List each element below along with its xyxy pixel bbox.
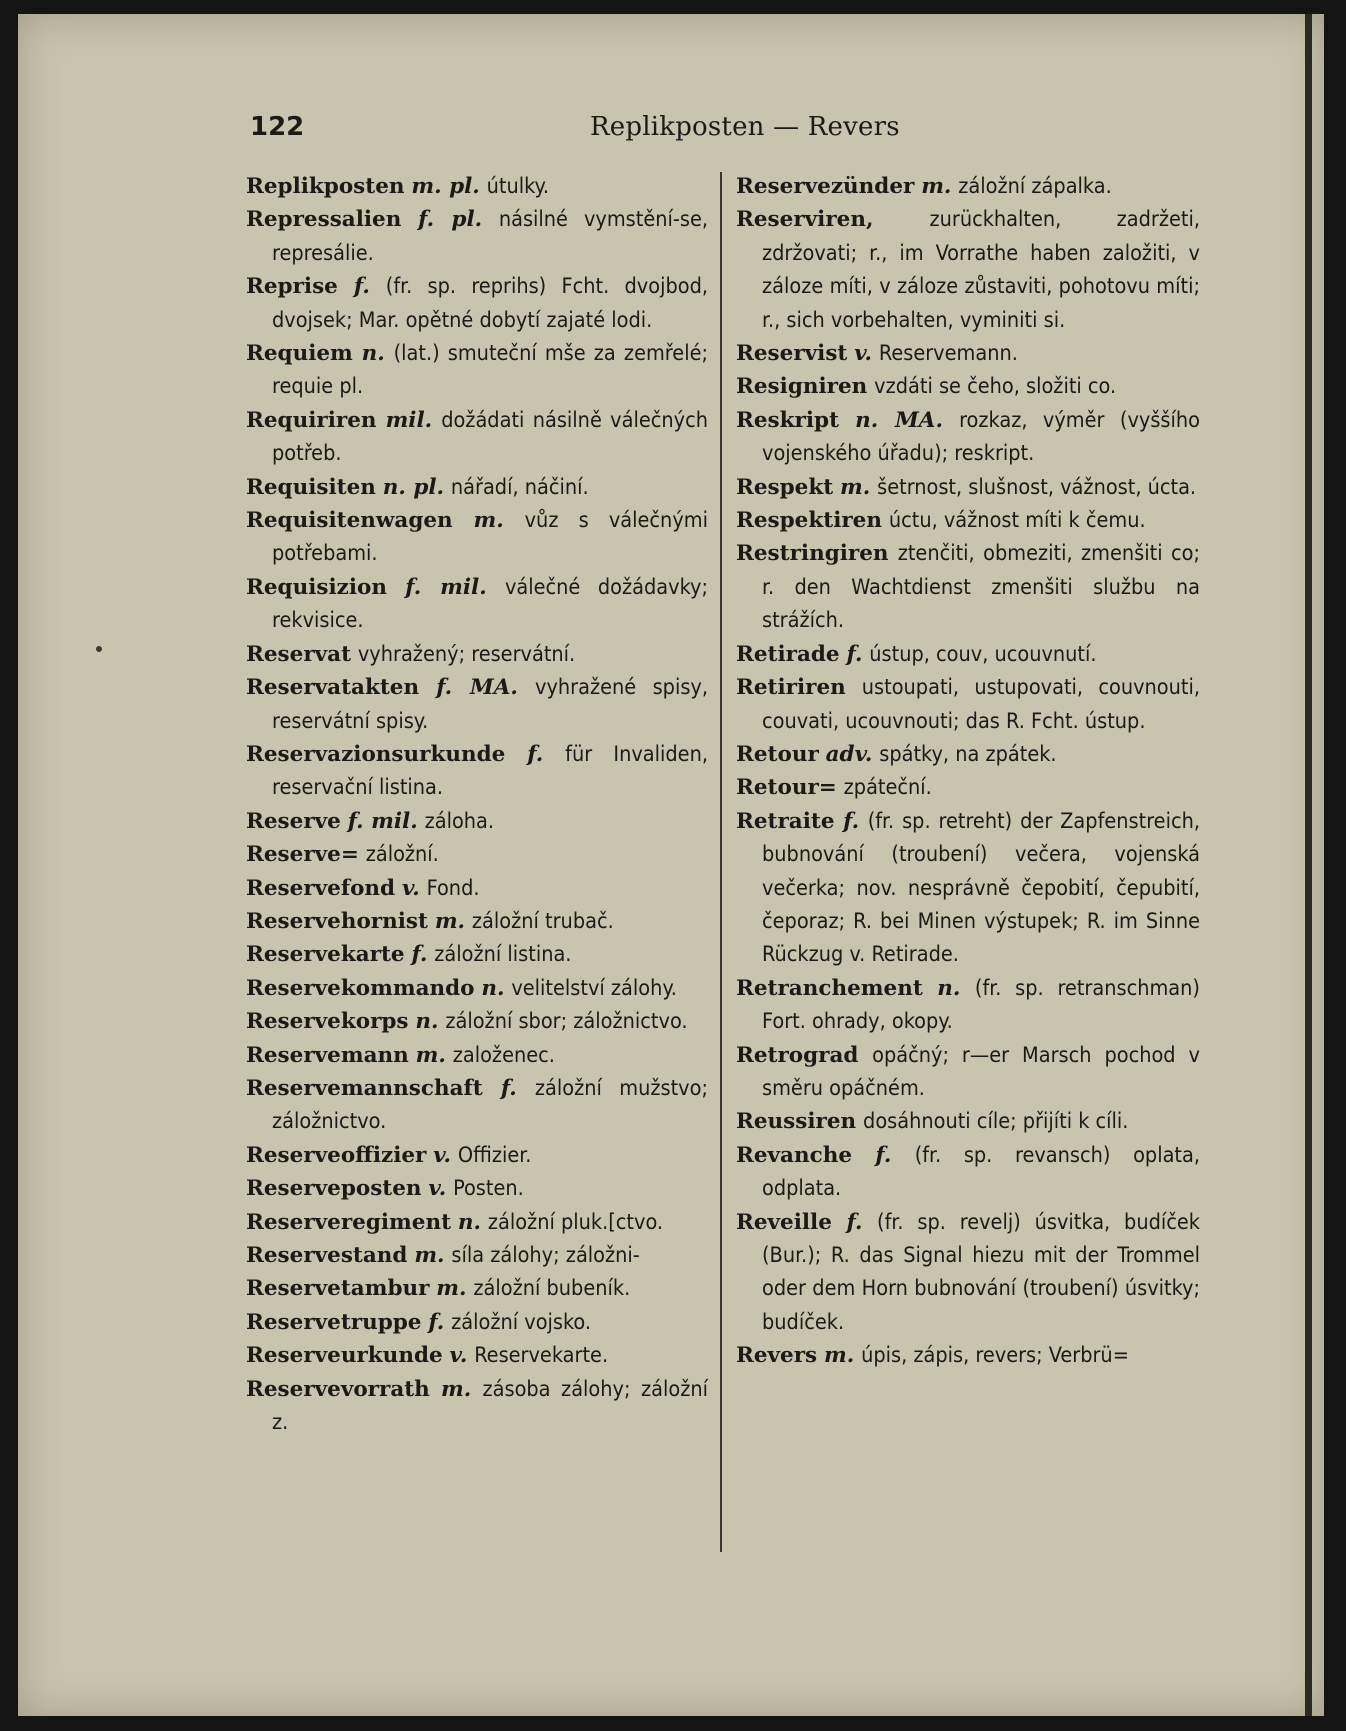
entry-headword: Retiriren [736, 675, 846, 701]
left-column [246, 170, 708, 1439]
entry-definition: záložní bubeník. [473, 1276, 631, 1302]
entry-definition: (fr. sp. revelj) úsvitka, budíček (Bur.); R. das Signal hiezu mit der Trommel oder dem Horn bubnování (troubení) úsvitky; budíček. [762, 1209, 1201, 1335]
entry-definition: dožádati násilně válečných potřeb. [272, 407, 708, 467]
dictionary-entry [246, 404, 708, 471]
entry-grammar: mil. [385, 407, 433, 433]
entry-headword: Respekt [736, 474, 834, 500]
entry-headword: Restringiren [736, 541, 889, 567]
entry-grammar: m. [434, 908, 466, 934]
entry-grammar: m. [840, 474, 871, 500]
entry-definition: rozkaz, výměr (vyššího vojenského úřadu); reskript. [762, 407, 1200, 467]
entry-definition: záložní sbor; záložnictvo. [445, 1009, 688, 1035]
dictionary-entry [246, 571, 708, 638]
dictionary-entry [246, 1005, 708, 1038]
entry-grammar: f. [875, 1142, 892, 1168]
entry-headword: Reservezünder [736, 174, 915, 199]
entry-definition: záložní pluk.[ctvo. [487, 1209, 664, 1235]
dictionary-entry [736, 1206, 1200, 1340]
entry-headword: Reservehornist [246, 908, 428, 934]
entry-definition: spátky, na zpátek. [879, 741, 1057, 767]
dictionary-entry [246, 1206, 708, 1239]
entry-headword: Reservefond [246, 875, 396, 901]
right-column [736, 170, 1200, 1373]
entry-definition: Reservekarte. [474, 1343, 609, 1369]
entry-definition: záložní trubač. [471, 908, 614, 934]
entry-definition: (fr. sp. retranschman) Fort. ohrady, okopy. [762, 975, 1200, 1035]
dictionary-entry [246, 471, 708, 504]
dictionary-entry [736, 738, 1200, 771]
entry-definition: ustoupati, ustupovati, couvnouti, couvati, ucouvnouti; das R. Fcht. ústup. [762, 675, 1200, 734]
entry-grammar: m. [921, 174, 952, 199]
dictionary-entry [736, 638, 1200, 671]
entry-headword: Resigniren [736, 374, 868, 400]
entry-grammar: n. pl. [382, 474, 445, 500]
entry-grammar: f. mil. [347, 808, 418, 834]
entry-headword: Reservestand [246, 1243, 408, 1268]
entry-definition: záložní. [365, 842, 439, 868]
entry-grammar: v. [449, 1343, 468, 1369]
dictionary-entry [246, 972, 708, 1005]
entry-definition: úpis, zápis, revers; Verbrü= [861, 1343, 1129, 1369]
entry-grammar: m. [415, 1042, 446, 1068]
entry-definition: ústup, couv, ucouvnutí. [869, 641, 1097, 667]
entry-definition: dosáhnouti cíle; přijíti k cíli. [863, 1109, 1129, 1135]
dictionary-entry [246, 1239, 708, 1272]
dictionary-entry [246, 838, 708, 871]
dictionary-entry [736, 537, 1200, 637]
entry-definition: zpáteční. [843, 775, 932, 801]
entry-definition: úctu, vážnost míti k čemu. [888, 508, 1146, 534]
entry-grammar: m. [441, 1376, 472, 1402]
dictionary-entry [246, 938, 708, 971]
dictionary-entry [246, 805, 708, 838]
entry-grammar: f. mil. [405, 574, 487, 600]
dictionary-entry [246, 638, 708, 671]
dictionary-entry [246, 1272, 708, 1305]
entry-definition: útulky. [486, 174, 550, 199]
entry-headword: Replikposten [246, 174, 405, 199]
entry-headword: Reserveposten [246, 1176, 422, 1202]
entry-definition: für Invaliden, reservační listina. [272, 741, 708, 801]
dictionary-entry [246, 1072, 708, 1139]
entry-grammar: m. [414, 1243, 445, 1268]
entry-headword: Retour [736, 741, 819, 767]
entry-headword: Revers [736, 1343, 818, 1369]
entry-headword: Reskript [736, 407, 840, 433]
entry-definition: zásoba zálohy; záložní z. [272, 1376, 708, 1436]
dictionary-entry [246, 872, 708, 905]
dictionary-entry [246, 203, 708, 270]
entry-headword: Requiriren [246, 407, 377, 433]
dictionary-entry [736, 771, 1200, 804]
entry-headword: Retour= [736, 775, 837, 801]
entry-definition: nářadí, náčiní. [450, 474, 589, 500]
dictionary-entry [246, 738, 708, 805]
entry-headword: Respektiren [736, 508, 882, 534]
entry-headword: Reserviren, [736, 207, 874, 233]
entry-grammar: f. [428, 1309, 445, 1335]
entry-headword: Reservazionsurkunde [246, 741, 506, 767]
entry-definition: záložní vojsko. [451, 1309, 592, 1335]
entry-definition: šetrnost, slušnost, vážnost, úcta. [877, 474, 1197, 500]
page-gutter-edge [1305, 14, 1312, 1716]
ink-speck [96, 646, 102, 652]
dictionary-entry [736, 972, 1200, 1039]
entry-headword: Reservemannschaft [246, 1075, 483, 1101]
dictionary-entry [246, 1373, 708, 1440]
entry-grammar: m. [436, 1276, 467, 1302]
entry-headword: Requisiten [246, 474, 376, 500]
entry-headword: Reserveregiment [246, 1209, 452, 1235]
dictionary-entry [736, 1105, 1200, 1138]
entry-definition: (fr. sp. reprihs) Fcht. dvojbod, dvojsek; Mar. opětné dobytí zajaté lodi. [272, 274, 708, 333]
entry-headword: Repressalien [246, 207, 402, 233]
dictionary-entry [736, 805, 1200, 972]
entry-headword: Reservat [246, 641, 352, 667]
entry-headword: Reservist [736, 341, 848, 367]
entry-definition: záloha. [424, 808, 495, 834]
entry-headword: Reserve [246, 808, 341, 834]
dictionary-entry [246, 337, 708, 404]
dictionary-entry [246, 504, 708, 571]
entry-headword: Retranchement [736, 975, 923, 1001]
entry-grammar: f. [353, 274, 370, 300]
entry-grammar: f. [846, 1209, 863, 1235]
entry-definition: Offizier. [457, 1142, 532, 1168]
entry-headword: Reussiren [736, 1109, 857, 1135]
entry-definition: válečné dožádavky; rekvisice. [272, 574, 708, 634]
dictionary-entry [736, 404, 1200, 471]
entry-headword: Reprise [246, 274, 338, 300]
entry-definition: vyhražené spisy, reservátní spisy. [272, 675, 708, 734]
entry-grammar: f. [846, 641, 863, 667]
dictionary-entry [736, 1339, 1200, 1372]
entry-definition: síla zálohy; záložni- [451, 1243, 640, 1268]
entry-headword: Reservatakten [246, 675, 420, 701]
entry-grammar: v. [401, 875, 420, 901]
entry-grammar: adv. [825, 741, 873, 767]
dictionary-entry [736, 471, 1200, 504]
column-divider [720, 172, 722, 1552]
entry-definition: Posten. [453, 1176, 524, 1202]
running-head: Replikposten — Revers [590, 112, 900, 142]
dictionary-entry [736, 671, 1200, 738]
entry-grammar: f. MA. [436, 675, 518, 701]
entry-definition: ztenčiti, obmeziti, zmenšiti co; r. den Wachtdienst zmenšiti službu na strážích. [762, 541, 1200, 634]
entry-definition: vzdáti se čeho, složiti co. [874, 374, 1117, 400]
dictionary-entry [736, 504, 1200, 537]
entry-definition: založenec. [452, 1042, 555, 1068]
entry-grammar: f. [500, 1075, 517, 1101]
dictionary-entry [246, 905, 708, 938]
dictionary-entry [246, 1139, 708, 1172]
entry-headword: Retirade [736, 641, 840, 667]
entry-definition: (fr. sp. retreht) der Zapfenstreich, bubnování (troubení) večera, vojenská večerka; nov. nesprávně čepobití, čepubití, čeporaz; R. bei Minen výstupek; R. im Sinne Rückzug v. Retirade. [762, 808, 1200, 968]
entry-grammar: m. [473, 508, 504, 534]
entry-headword: Reservetruppe [246, 1309, 422, 1335]
entry-grammar: f. [411, 942, 428, 968]
entry-headword: Reservekommando [246, 975, 475, 1001]
entry-headword: Reveille [736, 1209, 832, 1235]
dictionary-entry [736, 203, 1200, 337]
entry-definition: vyhražený; reservátní. [357, 641, 576, 667]
entry-headword: Reserveoffizier [246, 1142, 427, 1168]
dictionary-entry [246, 1172, 708, 1205]
entry-definition: (fr. sp. revansch) oplata, odplata. [762, 1142, 1201, 1202]
entry-grammar: f. [527, 741, 544, 767]
entry-definition: záložní listina. [434, 942, 572, 968]
entry-definition: násilné vymstění-se, represálie. [272, 207, 708, 266]
entry-grammar: n. MA. [855, 407, 943, 433]
entry-grammar: n. [481, 975, 505, 1001]
dictionary-entry [246, 270, 708, 337]
entry-grammar: f. pl. [418, 207, 483, 233]
entry-grammar: f. [843, 808, 860, 834]
entry-headword: Requisizion [246, 574, 387, 600]
dictionary-entry [736, 1139, 1200, 1206]
entry-headword: Revanche [736, 1142, 853, 1168]
entry-headword: Reservetambur [246, 1276, 430, 1302]
entry-grammar: v. [428, 1176, 447, 1202]
entry-headword: Reservekarte [246, 942, 405, 968]
entry-headword: Reservekorps [246, 1009, 409, 1035]
dictionary-entry [736, 337, 1200, 370]
entry-definition: opáčný; r—er Marsch pochod v směru opáčném. [762, 1042, 1200, 1101]
entry-headword: Requisitenwagen [246, 508, 453, 534]
entry-grammar: v. [433, 1142, 452, 1168]
entry-definition: zurückhalten, zadržeti, zdržovati; r., im Vorrathe haben založiti, v záloze míti, v záloze zůstaviti, pohotovu míti; r., sich vorbehalten, vyminiti si. [762, 207, 1200, 333]
dictionary-entry [246, 1039, 708, 1072]
entry-grammar: m. pl. [411, 174, 480, 199]
entry-headword: Requiem [246, 341, 353, 367]
entry-headword: Reserve= [246, 842, 359, 868]
entry-definition: záložní mužstvo; záložnictvo. [272, 1075, 708, 1135]
dictionary-entry [736, 370, 1200, 403]
entry-grammar: n. [457, 1209, 481, 1235]
entry-headword: Retraite [736, 808, 835, 834]
entry-headword: Retrograd [736, 1042, 859, 1068]
entry-grammar: n. [937, 975, 961, 1001]
entry-definition: Reservemann. [878, 341, 1018, 367]
dictionary-entry [736, 1039, 1200, 1106]
entry-definition: vůz s válečnými potřebami. [272, 508, 708, 567]
entry-headword: Reservemann [246, 1042, 409, 1068]
entry-headword: Reserveurkunde [246, 1343, 443, 1369]
entry-grammar: m. [824, 1343, 855, 1369]
dictionary-entry [246, 671, 708, 738]
dictionary-entry [246, 1339, 708, 1372]
entry-grammar: n. [361, 341, 385, 367]
page-number: 122 [250, 112, 305, 142]
entry-definition: (lat.) smuteční mše za zemřelé; requie pl. [272, 341, 708, 400]
dictionary-entry [246, 170, 708, 203]
entry-grammar: v. [854, 341, 873, 367]
entry-definition: záložní zápalka. [958, 174, 1112, 199]
entry-headword: Reservevorrath [246, 1376, 430, 1402]
dictionary-entry [736, 170, 1200, 203]
dictionary-entry [246, 1306, 708, 1339]
entry-definition: Fond. [426, 875, 480, 901]
entry-definition: velitelství zálohy. [511, 975, 677, 1001]
entry-grammar: n. [415, 1009, 439, 1035]
